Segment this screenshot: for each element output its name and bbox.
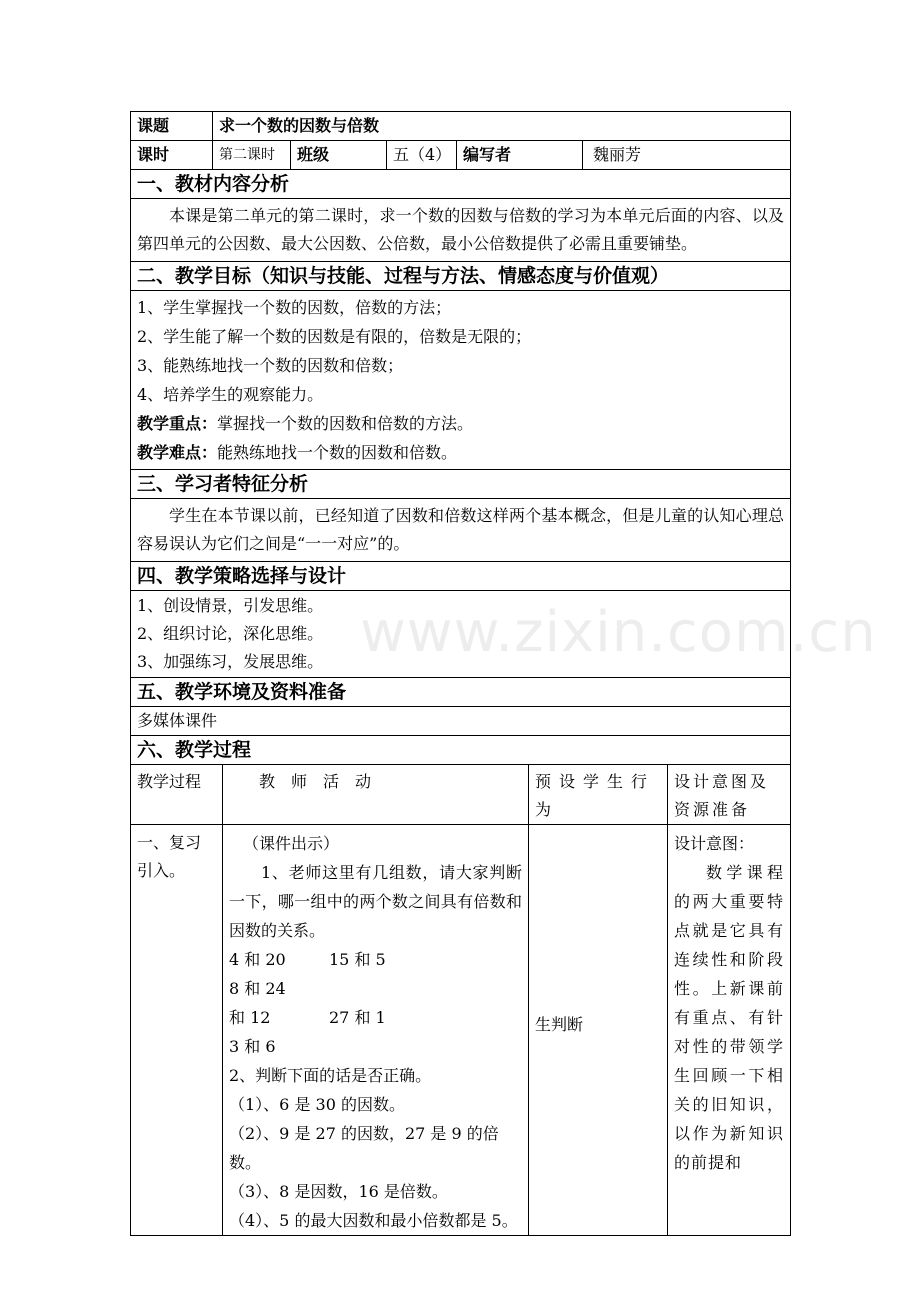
difficulty-value: 能熟练地找一个数的因数和倍数。 — [217, 443, 458, 462]
key-point-label: 教学重点： — [137, 414, 218, 433]
number-pair: 4 和 20 — [229, 950, 286, 969]
period-value: 第二课时 — [213, 141, 291, 170]
student-behavior: 生判断 — [529, 825, 668, 1236]
author-value: 魏丽芳 — [583, 141, 791, 170]
key-point — [137, 409, 784, 438]
strategy-item: 3、加强练习，发展思维。 — [137, 652, 324, 671]
process-table — [130, 764, 791, 1236]
topic-value: 求一个数的因数与倍数 — [213, 112, 791, 141]
period-label: 课时 — [131, 141, 213, 170]
student-col-header: 预设学生行为 — [529, 765, 668, 825]
number-pair: 27 和 1 — [329, 1008, 386, 1027]
design-intent — [668, 825, 791, 1236]
section-2-title: 二、教学目标（知识与技能、过程与方法、情感态度与价值观） — [131, 262, 791, 291]
question-2: 2、判断下面的话是否正确。 — [229, 1066, 432, 1085]
courseware-note: （课件出示） — [243, 834, 340, 853]
section-6-title: 六、教学过程 — [131, 736, 791, 765]
difficulty-label: 教学难点： — [137, 443, 218, 462]
watermark: www.zixin.com.cn — [360, 600, 877, 665]
number-pairs-row-1 — [229, 945, 522, 1003]
class-value: 五（4） — [387, 141, 457, 170]
class-label: 班级 — [291, 141, 387, 170]
lesson-plan-document — [130, 111, 790, 1236]
design-label: 设计意图： — [674, 834, 755, 853]
objective-item: 3、能熟练地找一个数的因数和倍数； — [137, 356, 404, 375]
number-pair: 3 和 6 — [229, 1037, 276, 1056]
process-step-review: 一、复习引入。 — [131, 825, 223, 1236]
section-4-title: 四、教学策略选择与设计 — [131, 562, 791, 591]
strategy-item: 2、组织讨论，深化思维。 — [137, 624, 324, 643]
statement-2: （2）、9 是 27 的因数，27 是 9 的倍数。 — [229, 1124, 499, 1172]
question-1: 1、老师这里有几组数，请大家判断一下，哪一组中的两个数之间具有倍数和因数的关系。 — [229, 863, 522, 940]
statement-3: （3）、8 是因数，16 是倍数。 — [229, 1182, 448, 1201]
section-1-title: 一、教材内容分析 — [131, 170, 791, 199]
number-pairs-row-2 — [229, 1003, 522, 1061]
section-3-title: 三、学习者特征分析 — [131, 470, 791, 499]
objective-item: 2、学生能了解一个数的因数是有限的，倍数是无限的； — [137, 327, 532, 346]
section-1-body: 本课是第二单元的第二课时，求一个数的因数与倍数的学习为本单元后面的内容、以及第四单元的公因数、最大公因数、公倍数，最小公倍数提供了必需且重要铺垫。 — [137, 206, 785, 253]
statement-1: （1）、6 是 30 的因数。 — [229, 1095, 405, 1114]
objective-item: 4、培养学生的观察能力。 — [137, 385, 324, 404]
teacher-col-header: 教 师 活 动 — [223, 765, 529, 825]
topic-label: 课题 — [131, 112, 213, 141]
teacher-activity — [223, 825, 529, 1236]
lesson-plan-table — [130, 111, 791, 765]
design-col-header: 设计意图及资源准备 — [668, 765, 791, 825]
design-body: 数学课程的两大重要特点就是它具有连续性和阶段性。上新课前有重点、有针对性的带领学生回顾一下相关的旧知识，以作为新知识的前提和 — [674, 863, 784, 1172]
process-col-header: 教学过程 — [131, 765, 223, 825]
number-pair: 8 和 24 — [229, 979, 286, 998]
section-5-body: 多媒体课件 — [131, 707, 791, 736]
section-3-body: 学生在本节课以前，已经知道了因数和倍数这样两个基本概念，但是儿童的认知心理总容易误认为它们之间是“一一对应”的。 — [137, 506, 785, 553]
strategy-item: 1、创设情景，引发思维。 — [137, 596, 324, 615]
number-pair: 15 和 5 — [329, 950, 386, 969]
number-pair: 和 12 — [229, 1008, 271, 1027]
difficulty-point — [137, 438, 784, 467]
section-5-title: 五、教学环境及资料准备 — [131, 678, 791, 707]
author-label: 编写者 — [457, 141, 583, 170]
objective-item: 1、学生掌握找一个数的因数，倍数的方法； — [137, 298, 452, 317]
statement-4: （4）、5 的最大因数和最小倍数都是 5。 — [229, 1211, 518, 1230]
key-point-value: 掌握找一个数的因数和倍数的方法。 — [217, 414, 474, 433]
